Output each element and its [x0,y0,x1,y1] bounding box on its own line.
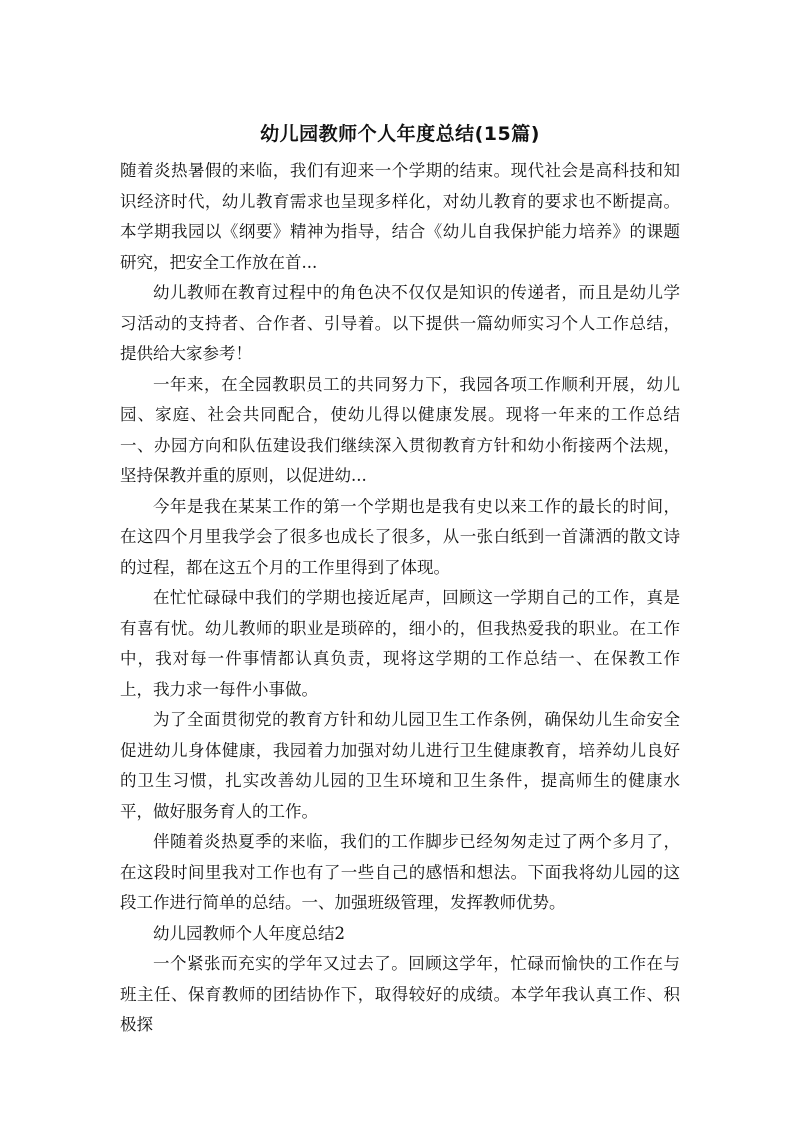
paragraph-4: 今年是我在某某工作的第一个学期也是我有史以来工作的最长的时间，在这四个月里我学会了很多也成长了很多，从一张白纸到一首潇洒的散文诗的过程，都在这五个月的工作里得到了体现。 [120,496,680,577]
paragraph-3: 一年来，在全园教职员工的共同努力下，我园各项工作顺利开展，幼儿园、家庭、社会共同配合，使幼儿得以健康发展。现将一年来的工作总结一、办园方向和队伍建设我们继续深入贯彻教育方针和幼小衔接两个法规，坚持保教并重的原则，以促进幼... [120,374,680,485]
paragraph-1: 随着炎热暑假的来临，我们有迎来一个学期的结束。现代社会是高科技和知识经济时代，幼儿教育需求也呈现多样化，对幼儿教育的要求也不断提高。本学期我园以《纲要》精神为指导，结合《幼儿自我保护能力培养》的课题研究，把安全工作放在首... [120,161,680,272]
document-title: 幼儿园教师个人年度总结(15篇) [260,123,540,145]
paragraph-8: 一个紧张而充实的学年又过去了。回顾这学年，忙碌而愉快的工作在与班主任、保育教师的团结协作下，取得较好的成绩。本学年我认真工作、积极探 [120,954,680,1034]
paragraph-7: 伴随着炎热夏季的来临，我们的工作脚步已经匆匆走过了两个多月了，在这段时间里我对工作也有了一些自己的感悟和想法。下面我将幼儿园的这段工作进行简单的总结。一、加强班级管理，发挥教师优势。 [120,832,680,912]
section-heading: 幼儿园教师个人年度总结2 [153,923,345,943]
paragraph-2: 幼儿教师在教育过程中的角色决不仅仅是知识的传递者，而且是幼儿学习活动的支持者、合作者、引导着。以下提供一篇幼师实习个人工作总结，提供给大家参考！ [120,283,680,363]
document-page [120,118,680,1041]
paragraph-5: 在忙忙碌碌中我们的学期也接近尾声，回顾这一学期自己的工作，真是有喜有忧。幼儿教师的职业是琐碎的，细小的，但我热爱我的职业。在工作中，我对每一件事情都认真负责，现将这学期的工作总结一、在保教工作上，我力求一每件小事做。 [120,588,680,699]
paragraph-6: 为了全面贯彻党的教育方针和幼儿园卫生工作条例，确保幼儿生命安全促进幼儿身体健康，我园着力加强对幼儿进行卫生健康教育，培养幼儿良好的卫生习惯，扎实改善幼儿园的卫生环境和卫生条件，提高师生的健康水平，做好服务育人的工作。 [120,710,680,821]
